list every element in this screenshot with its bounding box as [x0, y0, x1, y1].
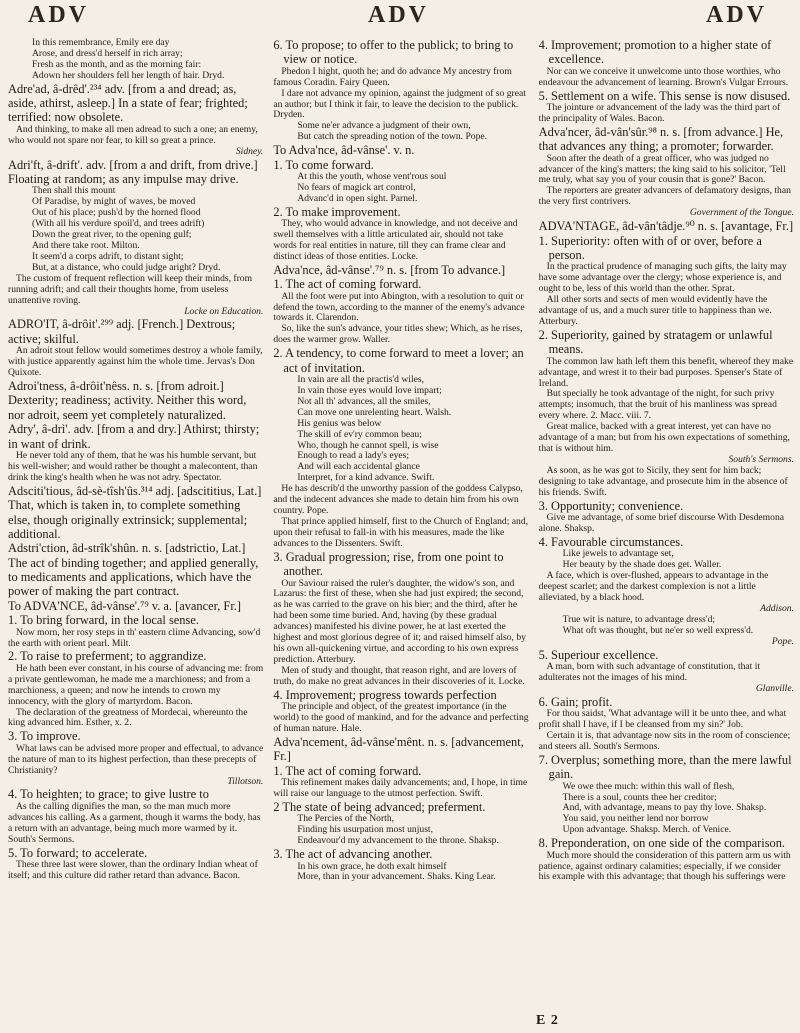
citation-text: All other sorts and sects of men would evidently have the advantage of us, and a much surer title to happiness than we. Atterbury. — [538, 294, 772, 327]
entry-headword: Adva'ncer, âd-vân'sûr.⁹⁸ n. s. [from advance.] He, that advances any thing; a promoter; forwarder. — [538, 124, 784, 154]
citation-text: What laws can be advised more proper and effectual, to advance the nature of man to its highest perfection, than these precepts of Christianity? — [8, 742, 264, 776]
verse-line: Upon advantage. Shaksp. Merch. of Venice. — [562, 824, 732, 836]
definition-sense: 1. Superiority: often with of or over, before a person. — [538, 233, 762, 262]
citation-text: All the foot were put into Abington, with a resolution to quit or defend the town, according to the manner of the enemy's advance towards it. Clarendon. — [273, 290, 525, 324]
entry-headword: Adroi'tness, â-drôit'nêss. n. s. [from adroit.] Dexterity; readiness; activity. Neither this word, nor adroit, seem yet completely naturalized. — [8, 379, 247, 422]
citation-text: I dare not advance my opinion, against the judgment of so great an author; but I think it fair, to leave the decision to the publick. Dryden. — [273, 87, 526, 121]
entry-headword: To Adva'nce, âd-vânse'. v. n. — [273, 143, 415, 158]
definition-sense: 6. Gain; profit. — [538, 694, 613, 709]
citation-source: Locke on Education. — [184, 305, 264, 317]
verse-line: Can move one unrelenting heart. Walsh. — [297, 406, 452, 418]
citation-text: This refinement makes daily advancements; and, I hope, in time will raise our language to the utmost perfection. Swift. — [273, 777, 528, 800]
citation-text: The common law hath left them this benefit, whereof they make advantage, and wrest it to their bad purposes. Spenser's State of Ireland. — [538, 355, 794, 389]
definition-sense: 3. Opportunity; convenience. — [538, 498, 684, 513]
definition-sense: 8. Preponderation, on one side of the comparison. — [538, 836, 786, 851]
citation-text: That prince applied himself, first to the Church of England; and, upon their refusal to fall-in with his measures, made the like advances to the Dissenters. Swift. — [273, 516, 529, 549]
definition-sense: 1. To come forward. — [273, 157, 374, 172]
verse-line: You said, you neither lend nor borrow — [562, 813, 709, 825]
citation-text: Nor can we conceive it unwelcome unto those worthies, who endeavour the advancement of learning. Brown's Vulgar Errours. — [538, 65, 789, 88]
citation-source: Pope. — [771, 635, 794, 647]
citation-text: Soon after the death of a great officer, who was judged no advancer of the king's matters; the king said to his solicitor, 'Tell me truly, what say you of your cousin that is gone?' Bacon. — [538, 152, 786, 186]
verse-line: And there take root. Milton. — [32, 240, 140, 252]
verse-line: We owe thee much: within this wall of flesh, — [562, 780, 735, 792]
verse-line: Down the great river, to the opening gulf; — [32, 229, 192, 241]
citation-source: Government of the Tongue. — [689, 207, 794, 219]
verse-line: In vain are all the practis'd wiles, — [297, 374, 424, 386]
verse-line: Out of his place; push'd by the horned flood — [32, 207, 201, 219]
definition-sense: 3. To improve. — [8, 729, 81, 744]
citation-text: Our Saviour raised the ruler's daughter, the widow's son, and Lazarus: the first of these, when she had just expired; the second, as he was carried to the grave on his bier; and the third, after he had been some time buried. And, having (by these gradual advances) manifested his divine power, he at last exerted the highest and most glorious degree of it; and raised himself also, by his own all-quickening virtue, and according to his own express prediction. Atterbury. — [273, 577, 526, 666]
definition-sense: 2. A tendency, to come forward to meet a lover; an act of invitation. — [273, 346, 524, 375]
definition-sense: 2. Superiority, gained by stratagem or unlawful means. — [538, 327, 773, 357]
citation-text: As soon, as he was got to Sicily, they sent for him back; designing to take advantage, and prosecute him in the absence of his friends. Swift. — [538, 464, 788, 498]
verse-line: In vain those eyes would love impart; — [297, 384, 442, 396]
citation-text: An adroit stout fellow would sometimes destroy a whole family, with justice apparently against him the whole time. Jervas's Don Quixote. — [8, 345, 263, 379]
definition-sense: 4. Favourable circumstances. — [538, 534, 684, 549]
definition-sense: 3. The act of advancing another. — [273, 847, 433, 862]
verse-line: Not all th' advances, all the smiles, — [297, 395, 431, 407]
citation-source: Tillotson. — [227, 775, 264, 787]
definition-sense: 4. Improvement; promotion to a higher state of excellence. — [538, 38, 772, 67]
citation-text: For thou saidst, 'What advantage will it be unto thee, and what profit shall I have, if I be cleansed from my sin?' Job. — [538, 708, 787, 731]
citation-text: Certain it is, that advantage now sits in the room of conscience; and steers all. South's Sermons. — [538, 729, 791, 752]
verse-line: In his own grace, he doth exalt himself — [297, 860, 447, 872]
citation-text: He has describ'd the unworthy passion of the goddess Calypso, and the indecent advances she made to detain him from his own country. Pope. — [273, 483, 523, 517]
entry-headword: Adry', â-drì'. adv. [from a and dry.] Athirst; thirsty; in want of drink. — [8, 422, 260, 451]
definition-sense: 6. To propose; to offer to the publick; to bring to view or notice. — [273, 38, 514, 67]
definition-sense: 7. Overplus; something more, than the mere lawful gain. — [538, 752, 792, 782]
entry-headword: Adsciti'tious, âd-sè-tîsh'ûs.³¹⁴ adj. [adscititius, Lat.] That, which is taken in, to complete something else, though originally extrinsick; supplemental; additional. — [8, 483, 262, 541]
column-middle — [273, 38, 528, 1023]
entry-headword: Adri'ft, â-drift'. adv. [from a and drift, from drive.] Floating at random; as any impulse may drive. — [8, 157, 258, 187]
citation-source: Sidney. — [235, 145, 264, 157]
definition-sense: 1. The act of coming forward. — [273, 763, 422, 778]
verse-line: (With all his verdure spoil'd, and trees adrift) — [32, 218, 205, 230]
verse-line: What oft was thought, but ne'er so well express'd. — [562, 624, 754, 636]
citation-text: And thinking, to make all men adread to such a one; an enemy, who would not spare nor fear, to kill so great a prince. — [8, 123, 258, 146]
entry-headword: ADVA'NTAGE, âd-vân'tâdje.⁹⁰ n. s. [avantage, Fr.] — [538, 219, 794, 234]
definition-sense: 5. Superiour excellence. — [538, 647, 659, 662]
definition-sense: 1. To bring forward, in the local sense. — [8, 613, 199, 628]
verse-line: The Percies of the North, — [297, 813, 395, 825]
citation-text: These three last were slower, than the ordinary Indian wheat of itself; and this culture did rather retard than advance. Bacon. — [8, 858, 258, 881]
verse-line: True wit is nature, to advantage dress'd; — [562, 613, 716, 625]
running-head-right: ADV — [706, 2, 767, 28]
verse-line: But, at a distance, who could judge aright? Dryd. — [32, 261, 221, 273]
verse-line: Advanc'd in open sight. Parnel. — [297, 192, 418, 204]
citation-text: A man, born with such advantage of constitution, that it adulterates not the images of his mind. — [538, 660, 761, 683]
citation-source: Glanville. — [755, 682, 794, 694]
verse-line: In this remembrance, Emily ere day — [32, 38, 170, 48]
definition-sense: 2. To make improvement. — [273, 204, 401, 219]
citation-text: The reporters are greater advancers of defamatory designs, than the very first contrivers. — [538, 185, 791, 208]
citation-text: He never told any of them, that he was his humble servant, but his well-wisher; and would rather be thought a malecontent, than drink the king's health when he was not adry. Spectator. — [8, 449, 258, 483]
citation-source: South's Sermons. — [728, 453, 794, 465]
verse-line: There is a soul, counts thee her creditor; — [562, 791, 717, 803]
entry-headword: Adre'ad, â-drêd'.²³⁴ adv. [from a and dread; as, aside, athirst, asleep.] In a state of fear; frighted; terrified: now obsolete. — [8, 81, 248, 125]
citation-text: Give me advantage, of some brief discourse With Desdemona alone. Shaksp. — [538, 512, 784, 534]
verse-line: It seem'd a corps adrift, to distant sight; — [32, 250, 184, 262]
citation-text: The principle and object, of the greatest importance (in the world) to the good of mankind, and for the advance and perfecting of human nature. Hale. — [273, 701, 529, 735]
running-head — [0, 2, 800, 36]
verse-line: And will each accidental glance — [297, 461, 420, 473]
entry-headword: To ADVA'NCE, âd-vânse'.⁷⁹ v. a. [avancer, Fr.] — [8, 598, 241, 613]
dictionary-columns — [8, 38, 794, 1023]
citation-text: The declaration of the greatness of Mordecai, whereunto the king advanced him. Esther, x. 2. — [8, 706, 248, 729]
column-left — [8, 38, 263, 1023]
verse-line: Some ne'er advance a judgment of their own, — [297, 120, 471, 132]
citation-text: But specially he took advantage of the night, for such privy attempts; insomuch, that the bruit of his manliness was spread every where. 2. Macc. viii. 7. — [538, 388, 777, 422]
page-signature: E 2 — [536, 1013, 559, 1028]
citation-text: Men of study and thought, that reason right, and are lovers of truth, do make no great advances in their discoveries of it. Locke. — [273, 664, 525, 687]
verse-line: No fears of magick art control, — [297, 181, 416, 193]
entry-headword: Adva'nce, âd-vânse'.⁷⁹ n. s. [from To advance.] — [273, 262, 506, 277]
definition-sense: 5. Settlement on a wife. This sense is now disused. — [538, 88, 791, 103]
verse-line: But catch the spreading notion of the town. Pope. — [297, 131, 488, 143]
definition-sense: 5. To forward; to accelerate. — [8, 845, 148, 860]
citation-text: A face, which is over-flushed, appears to advantage in the deepest scarlet; and the darkest complexion is not a little alleviated, by a black hood. — [538, 570, 769, 603]
citation-text: Much more should the consideration of this pattern arm us with patience, against ordinary calamities; especially, if we consider his example with this advantage; that though his sufferings were — [538, 849, 791, 883]
verse-line: Finding his usurpation most unjust, — [297, 824, 433, 836]
running-head-middle: ADV — [368, 2, 429, 28]
verse-line: Who, though he cannot spell, is wise — [297, 439, 439, 451]
entry-headword: ADRO'IT, â-drôit'.²⁹⁹ adj. [French.] Dextrous; active; skilful. — [8, 317, 236, 346]
verse-line: Endeavour'd my advancement to the throne. Shaksp. — [297, 835, 499, 847]
definition-sense: 1. The act of coming forward. — [273, 277, 422, 292]
entry-headword: Adva'ncement, âd-vânse'mênt. n. s. [advancement, Fr.] — [273, 734, 524, 764]
citation-text: Great malice, backed with a great interest, yet can have no advantage of a man; but from his own expectations of something, that is without him. — [538, 421, 790, 455]
verse-line: Then shall this mount — [32, 185, 116, 197]
verse-line: And, with advantage, means to pay thy love. Shaksp. — [562, 802, 767, 814]
verse-line: His genius was below — [297, 417, 382, 429]
citation-text: Phedon I hight, quoth he; and do advance My ancestry from famous Coradin. Fairy Queen. — [273, 65, 512, 88]
column-right — [539, 38, 794, 1023]
definition-sense: 3. Gradual progression; rise, from one point to another. — [273, 549, 504, 579]
verse-line: More, than in your advancement. Shaks. King Lear. — [297, 871, 496, 883]
citation-text: In the practical prudence of managing such gifts, the laity may have some advantage over the clergy; whose experience is, and ought to be, less of this world than the other. Sprat. — [538, 261, 787, 295]
citation-text: The custom of frequent reflection will keep their minds, from running adrift; and call their thoughts home, from useless unattentive roving. — [8, 272, 253, 306]
citation-source: Addison. — [760, 602, 794, 614]
entry-headword: Adstri'ction, âd-strîk'shûn. n. s. [adstrictio, Lat.] The act of binding together; and applied generally, to medicaments and applications, which have the power of making the part contract. — [8, 541, 259, 599]
definition-sense: 4. To heighten; to grace; to give lustre to — [8, 787, 209, 802]
definition-sense: 2. To raise to preferment; to aggrandize. — [8, 649, 207, 664]
verse-line: Arose, and dress'd herself in rich array; — [32, 47, 183, 59]
verse-line: Of Paradise, by might of waves, be moved — [32, 196, 196, 208]
verse-line: Like jewels to advantage set, — [562, 548, 674, 560]
citation-text: The jointure or advancement of the lady was the third part of the principality of Wales. Bacon. — [538, 102, 781, 124]
running-head-left: ADV — [28, 2, 89, 28]
definition-sense: 4. Improvement; progress towards perfection — [273, 687, 497, 702]
verse-line: Enough to read a lady's eyes; — [297, 450, 410, 462]
citation-text: They, who would advance in knowledge, and not deceive and swell themselves with a little articulated air, should not take words for real entities in nature, till they can frame clear and distinct ideas of those entities. Locke. — [273, 218, 518, 262]
verse-line: Her beauty by the shade does get. Waller. — [562, 559, 722, 571]
citation-text: As the calling dignifies the man, so the man much more advances his calling. As a garment, though it warms the body, has a return with an advantage, being much more warmed by it. South's Sermons. — [8, 800, 261, 845]
verse-line: Adown her shoulders fell her length of hair. Dryd. — [32, 69, 225, 81]
definition-sense: 2 The state of being advanced; preferment. — [273, 799, 486, 814]
verse-line: Fresh as the month, and as the morning fair: — [32, 58, 202, 70]
verse-line: At this the youth, whose vent'rous soul — [297, 171, 447, 183]
verse-line: Interpret, for a kind advance. Swift. — [297, 472, 435, 484]
verse-line: The skill of ev'ry common beau; — [297, 428, 422, 440]
citation-text: Now morn, her rosy steps in th' eastern clime Advancing, sow'd the earth with orient pearl. Milt. — [8, 626, 261, 649]
citation-text: He hath been ever constant, in his course of advancing me: from a private gentlewoman, he made me a marchioness; and from a marchioness, a queen; and now he intends to crown my innocency, with the glory of martyrdom. Bacon. — [8, 662, 264, 707]
citation-text: So, like the sun's advance, your titles shew; Which, as he rises, does the warmer grow. Waller. — [273, 323, 523, 346]
